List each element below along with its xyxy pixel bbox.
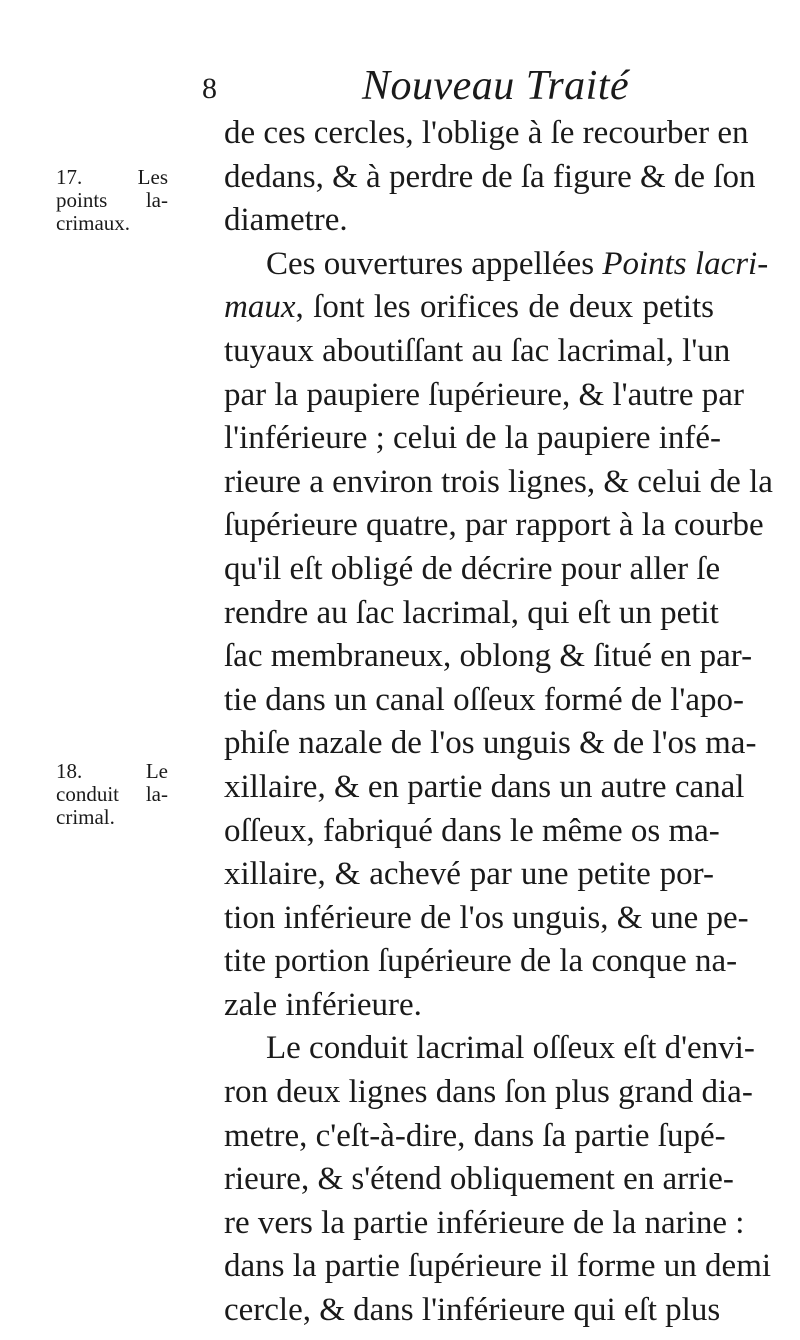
- text-line: rendre au ſac lacrimal, qui eſt un petit: [224, 594, 719, 631]
- text-line: tite portion ſupérieure de la conque na-: [224, 943, 738, 980]
- text-line: ron deux lignes dans ſon plus grand dia-: [224, 1074, 753, 1111]
- text-line: rieure a environ trois lignes, & celui de la: [224, 463, 773, 500]
- text-line: tion inférieure de l'os unguis, & une pe-: [224, 899, 749, 936]
- margin-note-17: [56, 166, 168, 235]
- margin-note-line: points la-: [56, 188, 168, 212]
- margin-note-line: crimaux.: [56, 211, 131, 235]
- text-line: [224, 243, 769, 287]
- text-line: diametre.: [224, 202, 348, 239]
- text-line: tuyaux aboutiſſant au ſac lacrimal, l'un: [224, 332, 731, 369]
- text-line: oſſeux, fabriqué dans le même os ma-: [224, 812, 720, 849]
- text-line: qu'il eſt obligé de décrire pour aller ſe: [224, 550, 721, 587]
- margin-note-line: 17. Les: [56, 165, 168, 189]
- text-line: de ces cercles, l'oblige à ſe recourber en: [224, 115, 749, 151]
- margin-note-line: conduit la-: [56, 782, 168, 806]
- text-line: xillaire, & achevé par une petite por-: [224, 856, 714, 893]
- running-head: [202, 62, 722, 112]
- text-line: dans la partie ſupérieure il forme un demi: [224, 1248, 772, 1285]
- text-run: , ſont les orifices de deux petits: [295, 289, 714, 326]
- text-line: phiſe nazale de l'os unguis & de l'os ma-: [224, 725, 757, 762]
- text-line: xillaire, & en partie dans un autre canal: [224, 768, 745, 805]
- text-line: Le conduit lacrimal oſſeux eſt d'envi-: [266, 1030, 755, 1067]
- text-line: l'inférieure ; celui de la paupiere infé-: [224, 420, 722, 457]
- text-line: rieure, & s'étend obliquement en arrie-: [224, 1161, 734, 1198]
- text-line: par la paupiere ſupérieure, & l'autre par: [224, 376, 744, 413]
- text-line: re vers la partie inférieure de la narine :: [224, 1204, 745, 1241]
- text-line: ſupérieure quatre, par rapport à la courbe: [224, 507, 764, 544]
- running-title: Nouveau Traité: [362, 63, 630, 109]
- italic-term: maux: [224, 289, 296, 326]
- text-line: [224, 286, 714, 330]
- text-line: metre, c'eſt-à-dire, dans ſa partie ſupé-: [224, 1117, 726, 1154]
- margin-note-line: crimal.: [56, 805, 115, 829]
- text-line: ſac membraneux, oblong & ſitué en par-: [224, 638, 753, 675]
- body-text: [224, 112, 773, 1333]
- text-run: Ces ouvertures appellées: [266, 245, 595, 282]
- text-line: cercle, & dans l'inférieure qui eſt plus: [224, 1292, 721, 1329]
- margin-note-line: 18. Le: [56, 759, 168, 783]
- text-line: dedans, & à perdre de ſa figure & de ſon: [224, 158, 756, 195]
- page-number: 8: [202, 72, 217, 105]
- text-line: zale inférieure.: [224, 986, 422, 1023]
- text-line: tie dans un canal oſſeux formé de l'apo-: [224, 681, 745, 718]
- italic-term: Points lacri-: [602, 245, 769, 282]
- margin-note-18: [56, 760, 168, 829]
